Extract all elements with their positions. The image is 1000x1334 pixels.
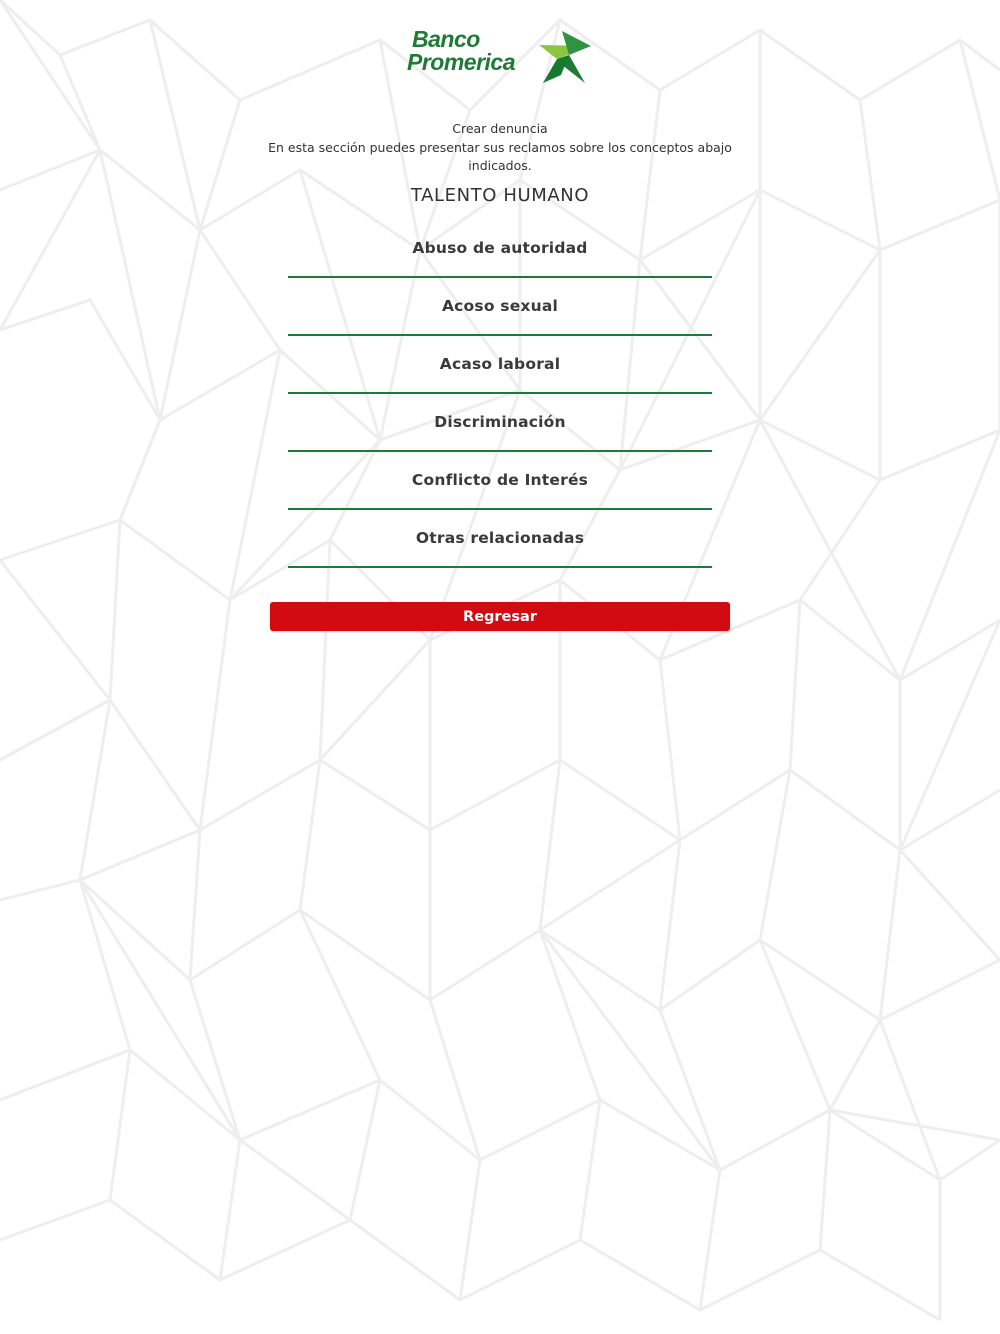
brand-wordmark <box>407 28 515 74</box>
banco-promerica-logo <box>407 28 597 86</box>
complaint-options-list <box>288 220 712 568</box>
page-heading: Crear denuncia <box>452 121 548 136</box>
option-abuso-de-autoridad[interactable]: Abuso de autoridad <box>288 220 712 278</box>
intro-text <box>250 120 750 176</box>
brand-name-line2: Promerica <box>407 49 516 75</box>
page-description: En esta sección puedes presentar sus reclamos sobre los conceptos abajo indicados. <box>268 139 732 173</box>
back-button[interactable]: Regresar <box>270 602 730 631</box>
section-title: TALENTO HUMANO <box>410 185 590 206</box>
option-conflicto-de-interes[interactable]: Conflicto de Interés <box>288 452 712 510</box>
star-icon <box>535 31 593 85</box>
option-acaso-laboral[interactable]: Acaso laboral <box>288 336 712 394</box>
brand-name-line1: Banco <box>412 26 480 52</box>
option-discriminacion[interactable]: Discriminación <box>288 394 712 452</box>
option-otras-relacionadas[interactable]: Otras relacionadas <box>288 510 712 568</box>
option-acoso-sexual[interactable]: Acoso sexual <box>288 278 712 336</box>
